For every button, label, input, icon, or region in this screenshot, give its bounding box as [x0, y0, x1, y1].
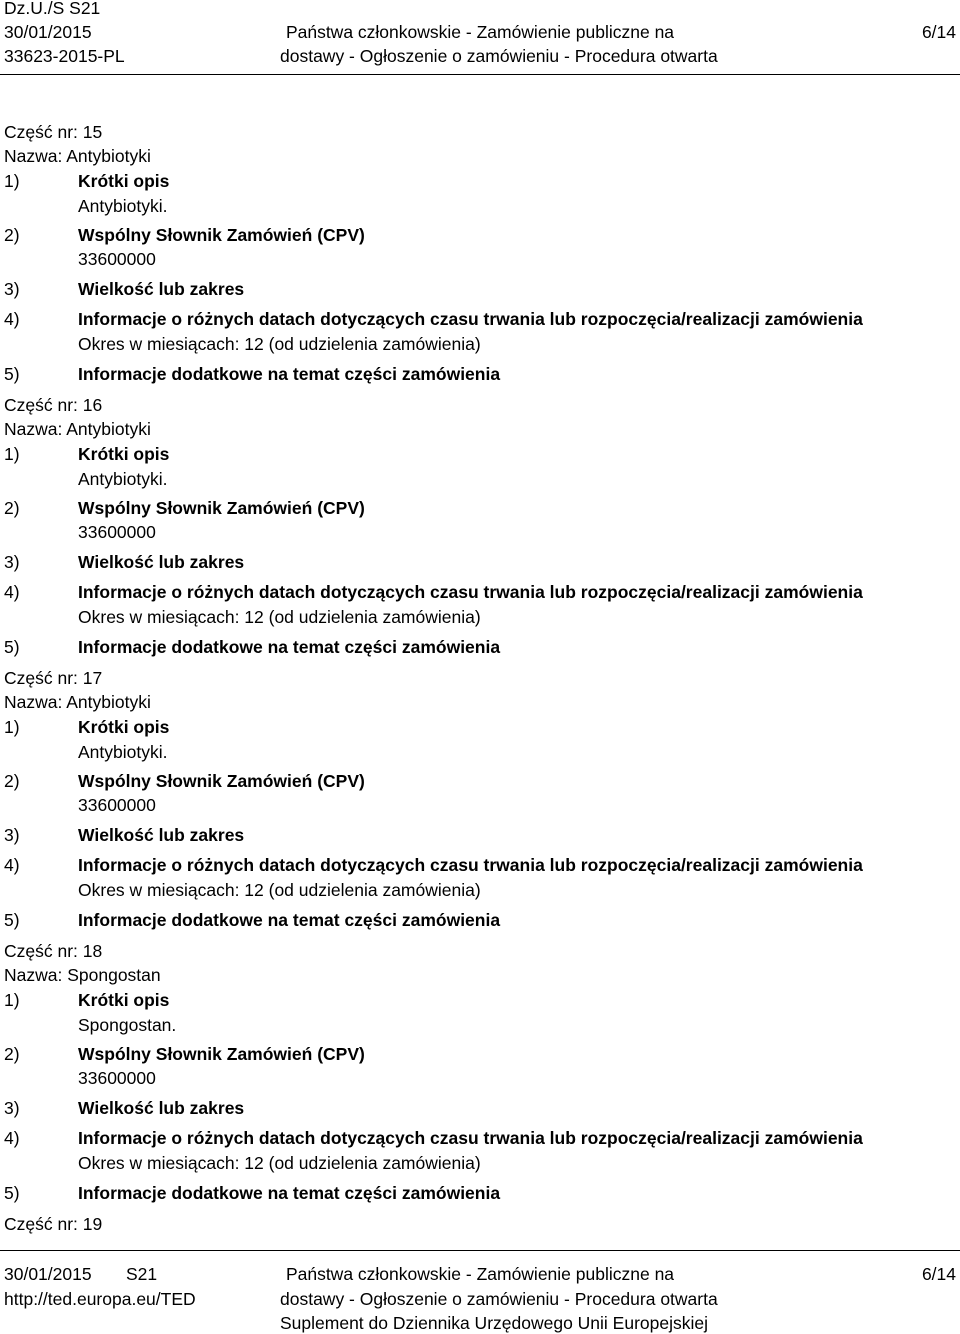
- cpv-heading: Wspólny Słownik Zamówień (CPV): [78, 225, 365, 245]
- scope-heading: Wielkość lub zakres: [78, 825, 245, 845]
- additional-info-heading: Informacje dodatkowe na temat części zamówienia: [78, 1183, 501, 1203]
- dates-value: Okres w miesiącach: 12 (od udzielenia zamówienia): [78, 1153, 481, 1173]
- part-label: Część nr: 17: [4, 668, 103, 688]
- cpv-code: 33600000: [78, 795, 156, 815]
- footer-title-line3: Suplement do Dziennika Urzędowego Unii Europejskiej: [280, 1313, 709, 1333]
- cpv-heading: Wspólny Słownik Zamówień (CPV): [78, 1044, 365, 1064]
- footer-date: 30/01/2015: [4, 1264, 92, 1284]
- header-title-line2: dostawy - Ogłoszenie o zamówieniu - Procedura otwarta: [280, 46, 718, 66]
- scope-heading: Wielkość lub zakres: [78, 552, 245, 572]
- header-divider: [0, 74, 960, 75]
- item-number: 5): [4, 637, 20, 657]
- footer-title-line1: Państwa członkowskie - Zamówienie publiczne na: [285, 1264, 675, 1284]
- header-journal: Dz.U./S S21: [4, 0, 101, 18]
- part-label: Część nr: 16: [4, 395, 103, 415]
- item-number: 4): [4, 582, 20, 602]
- item-number: 1): [4, 444, 20, 464]
- additional-info-heading: Informacje dodatkowe na temat części zamówienia: [78, 637, 501, 657]
- item-number: 1): [4, 990, 20, 1010]
- additional-info-heading: Informacje dodatkowe na temat części zamówienia: [78, 364, 501, 384]
- item-number: 4): [4, 1128, 20, 1148]
- footer-title-line2: dostawy - Ogłoszenie o zamówieniu - Procedura otwarta: [280, 1289, 718, 1309]
- footer-divider: [0, 1250, 960, 1251]
- scope-heading: Wielkość lub zakres: [78, 1098, 245, 1118]
- header-doc-id: 33623-2015-PL: [4, 46, 125, 66]
- dates-heading: Informacje o różnych datach dotyczących czasu trwania lub rozpoczęcia/realizacji zamówienia: [78, 309, 863, 329]
- dates-value: Okres w miesiącach: 12 (od udzielenia zamówienia): [78, 607, 481, 627]
- part-name: Nazwa: Spongostan: [4, 965, 161, 985]
- short-description-heading: Krótki opis: [78, 990, 170, 1010]
- dates-value: Okres w miesiącach: 12 (od udzielenia zamówienia): [78, 334, 481, 354]
- short-description-heading: Krótki opis: [78, 444, 170, 464]
- item-number: 5): [4, 910, 20, 930]
- footer-issue: S21: [126, 1264, 158, 1284]
- item-number: 2): [4, 1044, 20, 1064]
- short-description-value: Antybiotyki.: [78, 196, 168, 216]
- cpv-code: 33600000: [78, 522, 156, 542]
- item-number: 1): [4, 717, 20, 737]
- short-description-heading: Krótki opis: [78, 171, 170, 191]
- short-description-value: Antybiotyki.: [78, 469, 168, 489]
- cpv-heading: Wspólny Słownik Zamówień (CPV): [78, 771, 365, 791]
- cpv-heading: Wspólny Słownik Zamówień (CPV): [78, 498, 365, 518]
- item-number: 3): [4, 1098, 20, 1118]
- part-label: Część nr: 15: [4, 122, 103, 142]
- part-label: Część nr: 18: [4, 941, 103, 961]
- item-number: 4): [4, 855, 20, 875]
- cpv-code: 33600000: [78, 249, 156, 269]
- short-description-value: Spongostan.: [78, 1015, 177, 1035]
- item-number: 2): [4, 498, 20, 518]
- item-number: 3): [4, 552, 20, 572]
- part-name: Nazwa: Antybiotyki: [4, 692, 151, 712]
- item-number: 2): [4, 225, 20, 245]
- short-description-value: Antybiotyki.: [78, 742, 168, 762]
- item-number: 3): [4, 825, 20, 845]
- part-name: Nazwa: Antybiotyki: [4, 419, 151, 439]
- item-number: 5): [4, 364, 20, 384]
- header-title-line1: Państwa członkowskie - Zamówienie publiczne na: [285, 22, 675, 42]
- dates-heading: Informacje o różnych datach dotyczących czasu trwania lub rozpoczęcia/realizacji zamówienia: [78, 1128, 863, 1148]
- additional-info-heading: Informacje dodatkowe na temat części zamówienia: [78, 910, 501, 930]
- footer-page-number: 6/14: [921, 1264, 956, 1284]
- item-number: 1): [4, 171, 20, 191]
- short-description-heading: Krótki opis: [78, 717, 170, 737]
- cpv-code: 33600000: [78, 1068, 156, 1088]
- dates-heading: Informacje o różnych datach dotyczących czasu trwania lub rozpoczęcia/realizacji zamówienia: [78, 855, 863, 875]
- scope-heading: Wielkość lub zakres: [78, 279, 245, 299]
- item-number: 3): [4, 279, 20, 299]
- header-date: 30/01/2015: [4, 22, 92, 42]
- part-name: Nazwa: Antybiotyki: [4, 146, 151, 166]
- footer-url: http://ted.europa.eu/TED: [4, 1289, 196, 1309]
- item-number: 5): [4, 1183, 20, 1203]
- item-number: 4): [4, 309, 20, 329]
- trailing-part-label: Część nr: 19: [4, 1214, 103, 1234]
- item-number: 2): [4, 771, 20, 791]
- dates-heading: Informacje o różnych datach dotyczących czasu trwania lub rozpoczęcia/realizacji zamówienia: [78, 582, 863, 602]
- header-page-number: 6/14: [921, 22, 956, 42]
- dates-value: Okres w miesiącach: 12 (od udzielenia zamówienia): [78, 880, 481, 900]
